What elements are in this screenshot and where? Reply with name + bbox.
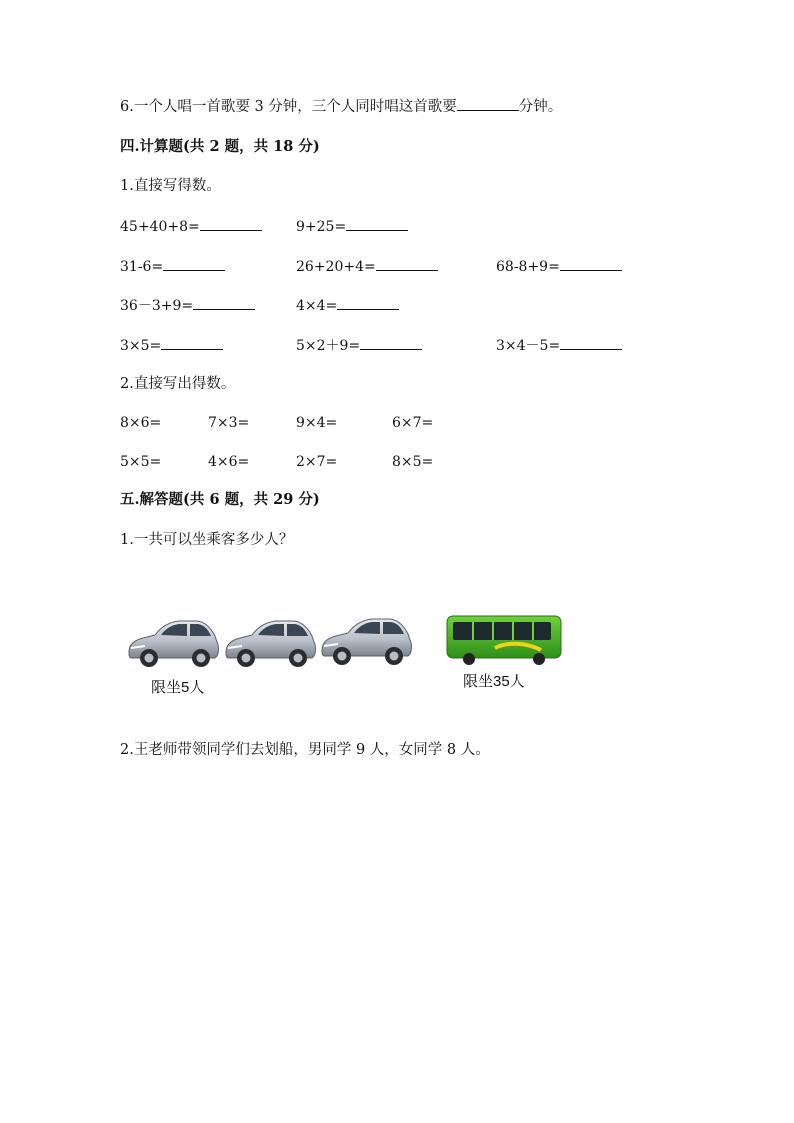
answer-blank[interactable] xyxy=(346,216,408,231)
answer-blank[interactable] xyxy=(337,295,399,310)
bus-icon xyxy=(447,616,561,665)
vehicles-illustration xyxy=(125,600,575,670)
question-6-suffix: 分钟。 xyxy=(518,99,563,115)
calc-item: 3×5= xyxy=(120,335,223,356)
oral-item: 5×5= xyxy=(120,454,162,470)
answer-blank[interactable] xyxy=(457,96,519,111)
calc-item: 9+25= xyxy=(296,216,408,237)
calc-item: 31-6= xyxy=(120,256,225,277)
oral-item: 9×4= xyxy=(296,415,338,431)
question-6 xyxy=(120,96,562,117)
section-5-title: 五.解答题(共 6 题，共 29 分) xyxy=(120,491,320,508)
car-icon xyxy=(226,621,316,667)
oral-item: 8×6= xyxy=(120,415,162,431)
calc-item: 3×4－5= xyxy=(496,335,622,356)
oral-item: 6×7= xyxy=(392,415,434,431)
calc-item: 4×4= xyxy=(296,295,399,316)
calc-item: 68-8+9= xyxy=(496,256,622,277)
answer-blank[interactable] xyxy=(200,216,262,231)
section-5-q1-title: 1.一共可以坐乘客多少人？ xyxy=(120,532,294,548)
oral-item: 2×7= xyxy=(296,454,338,470)
calc-item: 26+20+4= xyxy=(296,256,438,277)
oral-item: 8×5= xyxy=(392,454,434,470)
question-6-text: 6.一个人唱一首歌要 3 分钟，三个人同时唱这首歌要 xyxy=(120,99,457,115)
section-4-title: 四.计算题(共 2 题，共 18 分) xyxy=(120,138,320,155)
answer-blank[interactable] xyxy=(560,335,622,350)
car-icon xyxy=(129,621,219,667)
section-4-q1-title: 1.直接写得数。 xyxy=(120,178,221,194)
section-5-q2-title: 2.王老师带领同学们去划船，男同学 9 人，女同学 8 人。 xyxy=(120,742,490,758)
oral-item: 7×3= xyxy=(208,415,250,431)
car-icon xyxy=(322,619,412,665)
bus-capacity-label: 限坐35人 xyxy=(463,673,525,690)
calc-item: 45+40+8= xyxy=(120,216,262,237)
answer-blank[interactable] xyxy=(193,295,255,310)
calc-item: 36－3+9= xyxy=(120,295,255,316)
answer-blank[interactable] xyxy=(163,256,225,271)
section-4-q2-title: 2.直接写出得数。 xyxy=(120,376,236,392)
answer-blank[interactable] xyxy=(161,335,223,350)
vehicles-figure xyxy=(125,600,575,710)
oral-item: 4×6= xyxy=(208,454,250,470)
car-capacity-label: 限坐5人 xyxy=(151,679,205,696)
answer-blank[interactable] xyxy=(360,335,422,350)
calc-item: 5×2＋9= xyxy=(296,335,422,356)
answer-blank[interactable] xyxy=(376,256,438,271)
answer-blank[interactable] xyxy=(560,256,622,271)
